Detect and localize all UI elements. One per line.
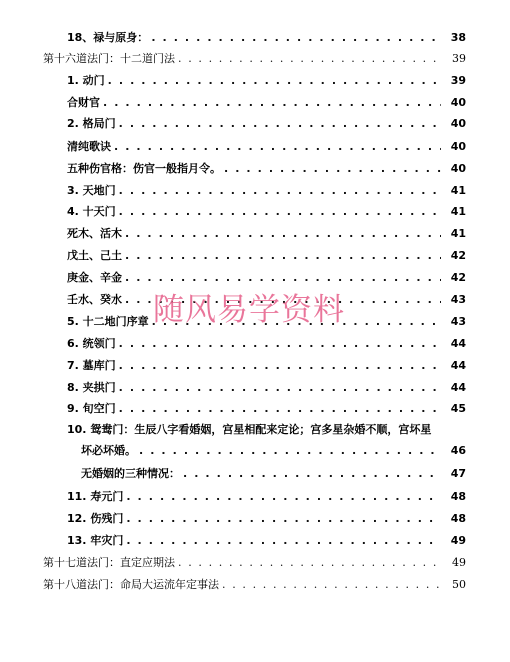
toc-entry-label: 8. 夹拱门	[67, 381, 116, 394]
dot-leader	[178, 556, 441, 569]
toc-entry[interactable]	[0, 67, 510, 87]
toc-chapter-page: 39	[452, 52, 466, 65]
dot-leader	[119, 359, 441, 372]
dot-leader	[125, 227, 441, 240]
toc-entry-page: 41	[450, 205, 466, 218]
toc-entry[interactable]	[0, 198, 510, 218]
toc-entry-page: 40	[450, 140, 466, 153]
toc-entry-page: 40	[450, 162, 466, 175]
dot-leader	[119, 184, 441, 197]
toc-entry-page: 43	[450, 315, 466, 328]
dot-leader	[151, 31, 441, 44]
toc-entry-page: 49	[450, 534, 466, 547]
toc-entry[interactable]	[0, 395, 510, 415]
dot-leader	[119, 117, 441, 130]
toc-entry-label: 五种伤官格：伤官一般指月令。	[67, 162, 221, 175]
toc-entry-label: 坏必坏婚。	[81, 444, 136, 457]
toc-entry-page: 39	[450, 74, 466, 87]
toc-entry-page: 44	[450, 359, 466, 372]
watermark-text: 随风易学资料	[153, 292, 345, 328]
toc-entry[interactable]	[0, 242, 510, 262]
toc-entry-page: 45	[450, 402, 466, 415]
toc-entry-label: 合财官	[67, 96, 100, 109]
toc-entry-label: 9. 旬空门	[67, 402, 116, 415]
toc-entry-label: 4. 十天门	[67, 205, 116, 218]
dot-leader	[119, 205, 441, 218]
dot-leader	[224, 162, 441, 175]
toc-entry-page: 41	[450, 184, 466, 197]
toc-entry-page: 40	[450, 96, 466, 109]
dot-leader	[125, 271, 441, 284]
dot-leader	[183, 467, 441, 480]
dot-leader	[126, 534, 441, 547]
toc-entry[interactable]	[0, 330, 510, 350]
dot-leader	[125, 249, 441, 262]
toc-entry[interactable]	[0, 133, 510, 153]
toc-entry-label: 13. 牢灾门	[67, 534, 124, 547]
toc-entry-label: 清纯歌诀	[67, 140, 111, 153]
toc-chapter-label: 第十七道法门：直定应期法	[43, 556, 175, 569]
toc-entry-multiline-first[interactable]: 10. 鸳鸯门：生辰八字看婚姻，宫星相配来定论；宫多星杂婚不顺，宫坏星	[67, 423, 432, 436]
toc-entry-page: 43	[450, 293, 466, 306]
toc-entry[interactable]	[0, 89, 510, 109]
toc-entry-label: 1. 动门	[67, 74, 105, 87]
toc-entry[interactable]	[0, 220, 510, 240]
toc-entry[interactable]	[0, 437, 510, 457]
dot-leader	[178, 52, 441, 65]
toc-entry[interactable]	[0, 177, 510, 197]
toc-entry-label: 无婚姻的三种情况：	[81, 467, 180, 480]
toc-entry-label: 2. 格局门	[67, 117, 116, 130]
toc-entry-label: 12. 伤残门	[67, 512, 124, 525]
toc-chapter[interactable]	[0, 549, 510, 569]
toc-entry[interactable]	[0, 110, 510, 130]
toc-entry-label: 11. 寿元门	[67, 490, 124, 503]
toc-entry-label: 5. 十二地门序章	[67, 315, 149, 328]
toc-chapter-page: 49	[452, 556, 466, 569]
toc-entry-page: 41	[450, 227, 466, 240]
dot-leader	[119, 381, 441, 394]
toc-chapter-label: 第十八道法门：命局大运流年定事法	[43, 578, 219, 591]
toc-entry[interactable]	[0, 374, 510, 394]
toc-entry-label: 3. 天地门	[67, 184, 116, 197]
toc-chapter[interactable]	[0, 45, 510, 65]
toc-entry-page: 44	[450, 337, 466, 350]
toc-entry-page: 42	[450, 249, 466, 262]
dot-leader	[119, 402, 441, 415]
toc-entry-page: 42	[450, 271, 466, 284]
dot-leader	[103, 96, 441, 109]
toc-entry[interactable]	[0, 505, 510, 525]
toc-entry[interactable]	[0, 24, 510, 44]
toc-entry-page: 48	[450, 512, 466, 525]
dot-leader	[119, 337, 441, 350]
toc-entry[interactable]	[0, 264, 510, 284]
dot-leader	[139, 444, 441, 457]
toc-entry-label: 7. 墓库门	[67, 359, 116, 372]
toc-entry-page: 44	[450, 381, 466, 394]
toc-entry-page: 46	[450, 444, 466, 457]
toc-entry-label: 庚金、辛金	[67, 271, 122, 284]
toc-chapter-label: 第十六道法门：十二道门法	[43, 52, 175, 65]
toc-entry-label: 壬水、癸水	[67, 293, 122, 306]
toc-entry-page: 40	[450, 117, 466, 130]
dot-leader	[114, 140, 441, 153]
toc-entry[interactable]	[0, 527, 510, 547]
toc-entry-label: 18、禄与原身：	[67, 31, 149, 44]
toc-entry[interactable]	[0, 155, 510, 175]
toc-entry-label: 6. 统领门	[67, 337, 116, 350]
toc-entry-page: 48	[450, 490, 466, 503]
dot-leader	[222, 578, 441, 591]
toc-entry-page: 47	[450, 467, 466, 480]
toc-entry[interactable]	[0, 352, 510, 372]
toc-entry[interactable]	[0, 483, 510, 503]
toc-chapter[interactable]	[0, 571, 510, 591]
dot-leader	[126, 490, 441, 503]
toc-entry-label: 死木、活木	[67, 227, 122, 240]
toc-entry-page: 38	[450, 31, 466, 44]
toc-entry-label: 戊土、己土	[67, 249, 122, 262]
toc-entry[interactable]	[0, 460, 510, 480]
dot-leader	[126, 512, 441, 525]
dot-leader	[108, 74, 441, 87]
toc-chapter-page: 50	[452, 578, 466, 591]
